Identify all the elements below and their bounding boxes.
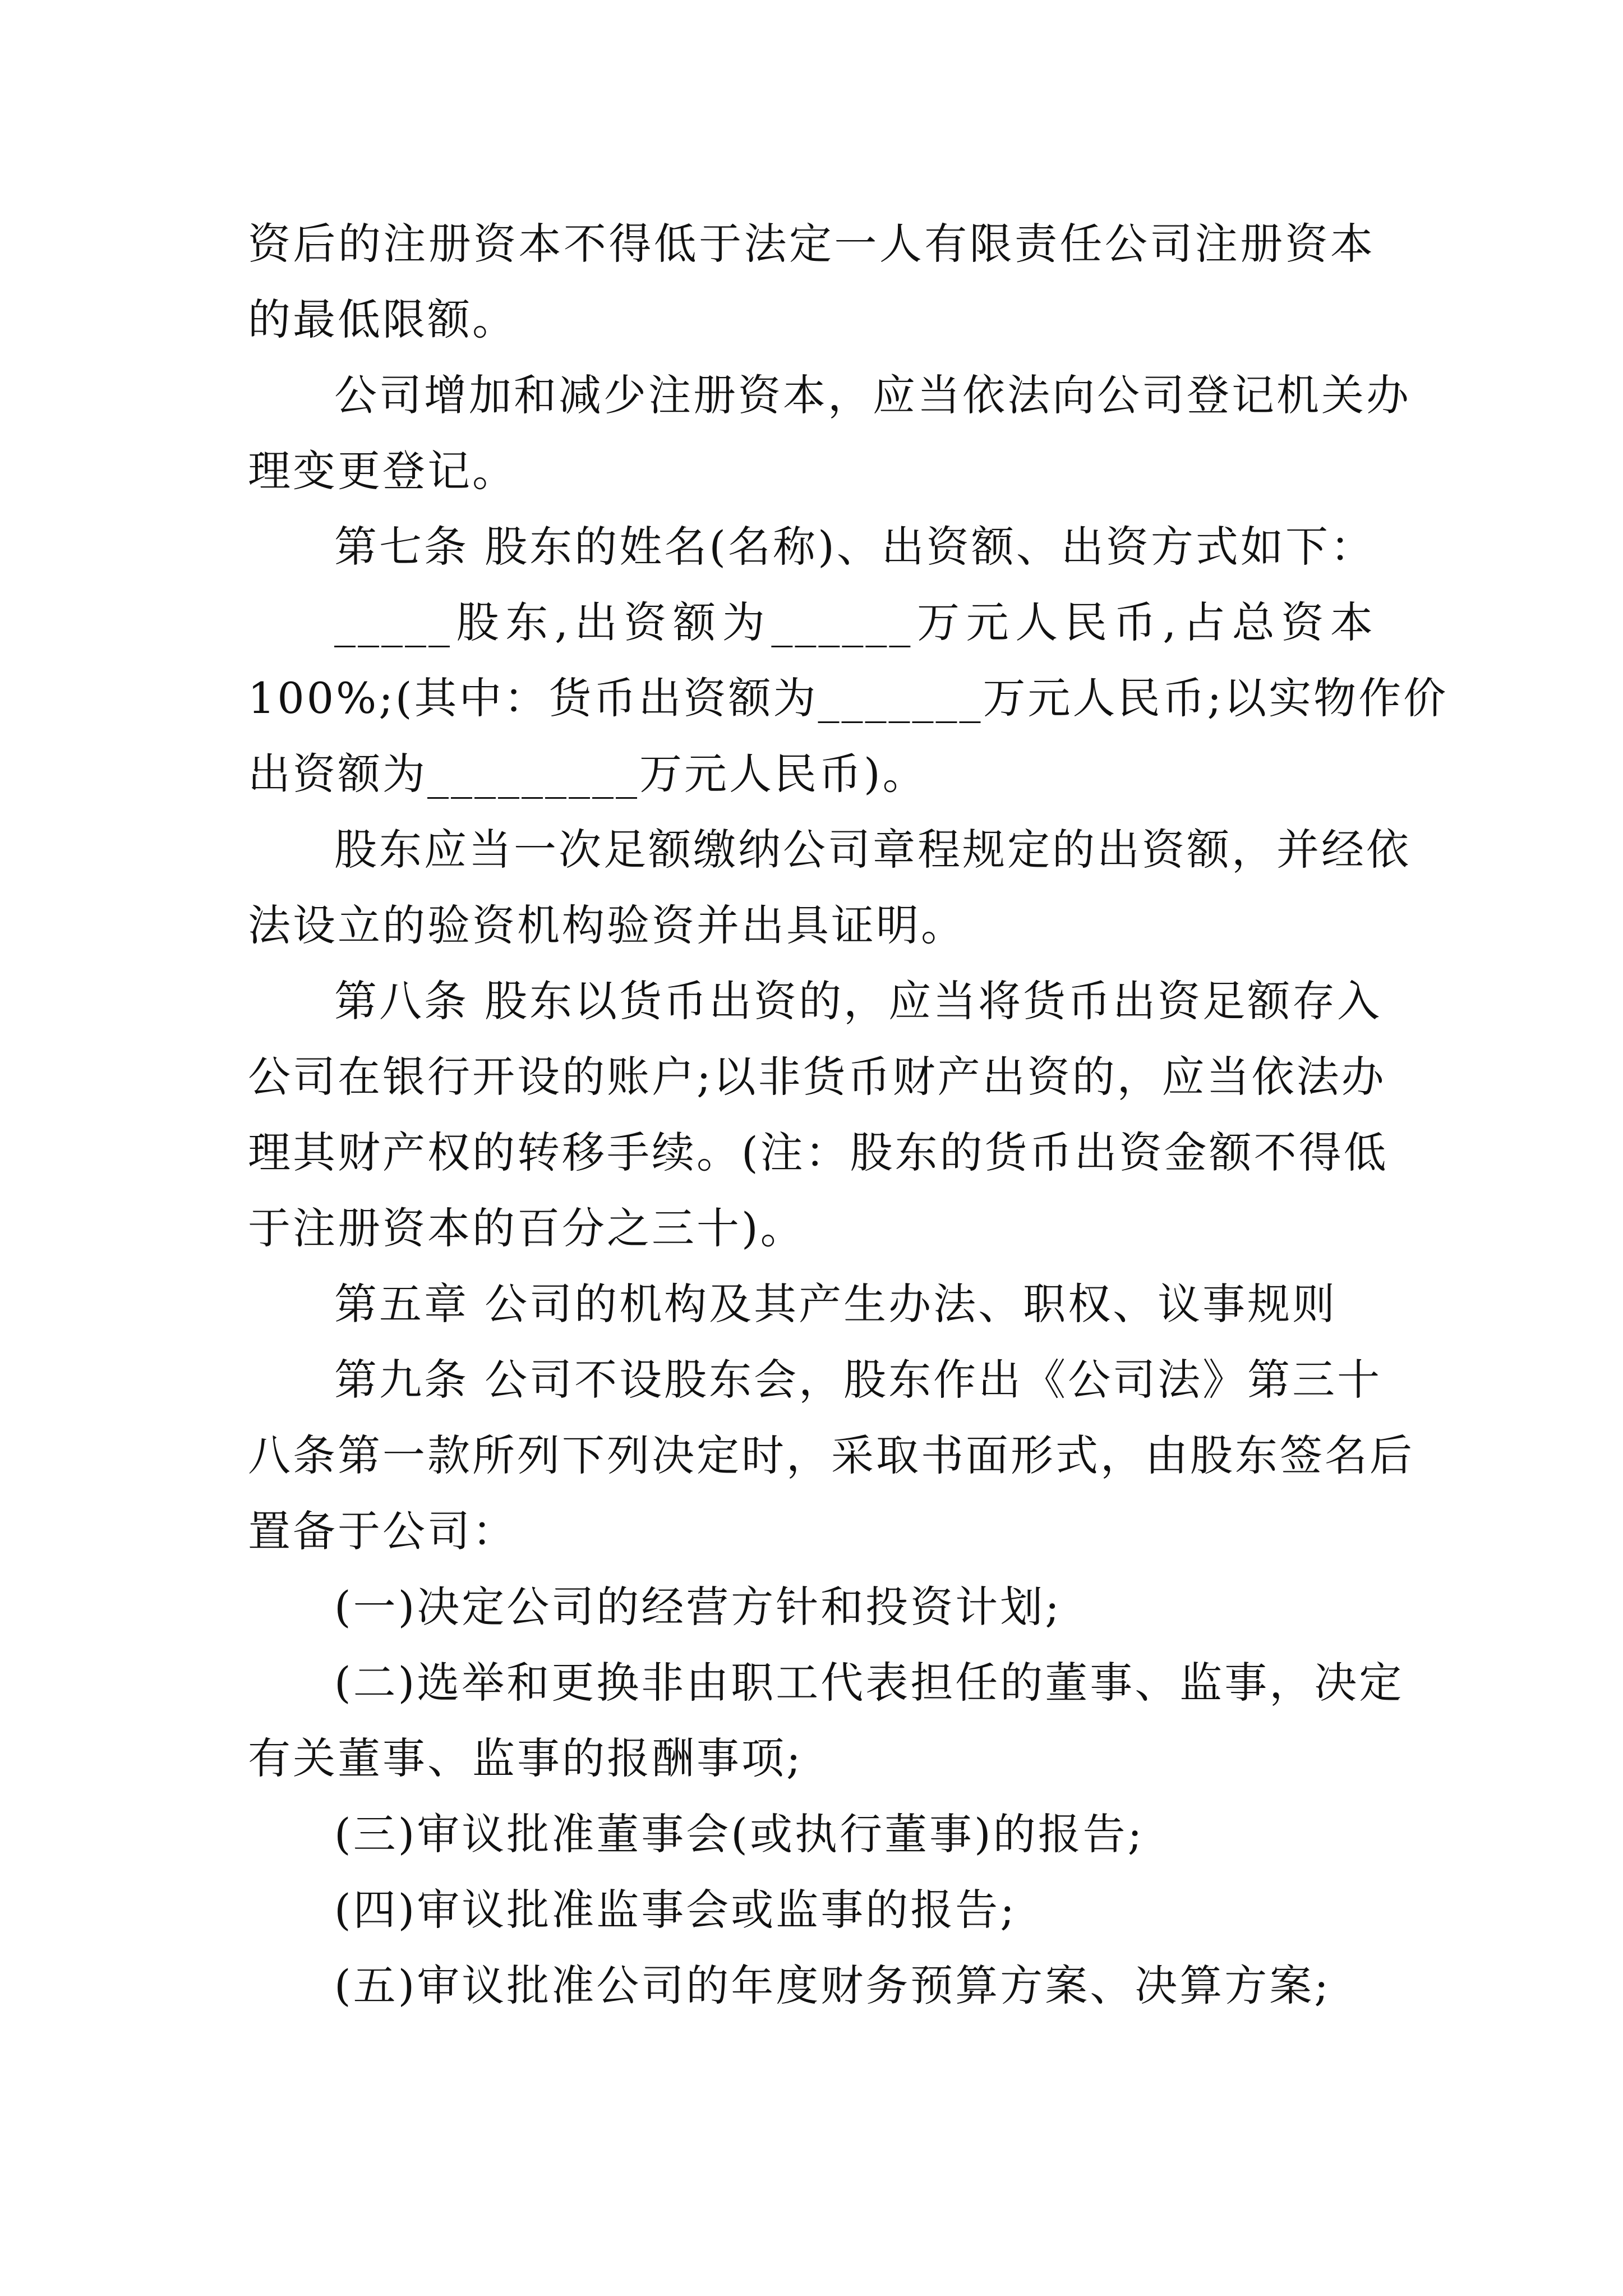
text-line: 的最低限额。 [248, 295, 517, 344]
article-8-heading: 第八条 股东以货币出资的，应当将货币出资足额存入 [334, 976, 1382, 1026]
list-item: (四)审议批准监事会或监事的报告; [334, 1885, 1017, 1935]
text-line: 有关董事、监事的报酬事项; [248, 1733, 803, 1783]
text-line: 理其财产权的转移手续。(注：股东的货币出资金额不得低 [248, 1128, 1389, 1177]
list-item: (三)审议批准董事会(或执行董事)的报告; [334, 1809, 1145, 1859]
text-line: 法设立的验资机构验资并出具证明。 [248, 900, 966, 950]
chapter-5-heading: 第五章 公司的机构及其产生办法、职权、议事规则 [334, 1279, 1338, 1329]
text-line: 公司增加和减少注册资本，应当依法向公司登记机关办 [334, 370, 1411, 420]
article-9-heading: 第九条 公司不设股东会，股东作出《公司法》第三十 [334, 1355, 1382, 1405]
text-line: 资后的注册资本不得低于法定一人有限责任公司注册资本 [248, 219, 1375, 269]
article-7-heading: 第七条 股东的姓名(名称)、出资额、出资方式如下： [334, 522, 1375, 572]
text-line: 理变更登记。 [248, 446, 517, 496]
text-line: 公司在银行开设的账户;以非货币财产出资的，应当依法办 [248, 1052, 1386, 1102]
list-item: (二)选举和更换非由职工代表担任的董事、监事，决定 [334, 1658, 1404, 1708]
text-line: 置备于公司： [248, 1506, 517, 1556]
text-line: 出资额为_________万元人民币)。 [248, 749, 928, 799]
text-line: 八条第一款所列下列决定时，采取书面形式，由股东签名后 [248, 1430, 1414, 1480]
text-line: _____股东,出资额为______万元人民币,占总资本 [334, 597, 1375, 647]
list-item: (一)决定公司的经营方针和投资计划; [334, 1582, 1062, 1632]
text-line: 股东应当一次足额缴纳公司章程规定的出资额，并经依 [334, 825, 1411, 875]
text-line: 于注册资本的百分之三十)。 [248, 1203, 805, 1253]
list-item: (五)审议批准公司的年度财务预算方案、决算方案; [334, 1961, 1331, 2010]
text-line: 100%;(其中：货币出资额为_______万元人民币;以实物作价 [248, 673, 1449, 723]
